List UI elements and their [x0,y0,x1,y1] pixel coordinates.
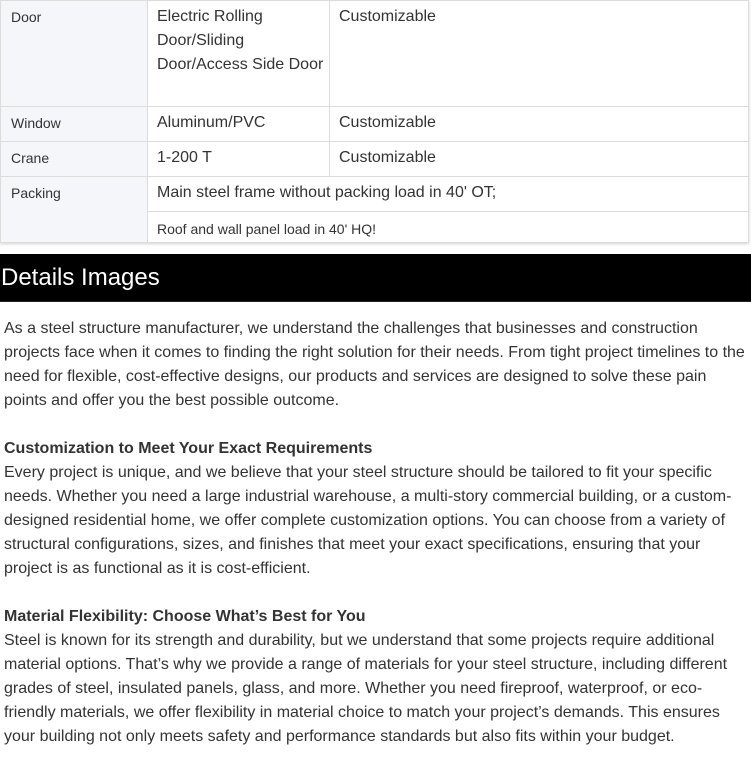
subsection-body: Steel is known for its strength and durability, but we understand that some projects require additional material options. That’s why we provide a range of materials for your steel structure, including different grades of steel, insulated panels, glass, and more. Whether you need fireproof, waterproof, or eco-friendly materials, we offer flexibility in material choice to match your project’s demands. This ensures your building not only meets safety and performance standards but also fits within your budget. [4,632,728,745]
details-content [4,317,748,749]
section-heading-bar [0,254,751,302]
section-heading: Details Images [1,264,160,291]
row-label: Crane [1,142,148,177]
spec-table [0,0,749,243]
row-value: 1-200 T [148,142,330,177]
row-label: Packing [1,177,148,243]
row-label: Window [1,107,148,142]
row-note: Customizable [330,107,749,142]
row-label: Door [1,1,148,107]
table-row [1,177,749,212]
subsection-title: Customization to Meet Your Exact Requirements [4,440,373,457]
row-note: Customizable [330,1,749,107]
subsection-title: Material Flexibility: Choose What’s Best for You [4,608,366,625]
row-value: Electric Rolling Door/Sliding Door/Access Side Door [148,1,330,107]
row-note: Customizable [330,142,749,177]
intro-paragraph: As a steel structure manufacturer, we understand the challenges that businesses and construction projects face when it comes to finding the right solution for their needs. From tight project timelines to the need for flexible, cost-effective designs, our products and services are designed to solve these pain points and offer you the best possible outcome. [4,320,745,409]
paragraph-spacer [4,413,748,437]
row-value: Aluminum/PVC [148,107,330,142]
subsection-body: Every project is unique, and we believe that your steel structure should be tailored to fit your specific needs. Whether you need a large industrial warehouse, a multi-story commercial building, or a custom-designed residential home, we offer complete customization options. You can choose from a variety of structural configurations, sizes, and finishes that meet your exact specifications, ensuring that your project is as functional as it is cost-efficient. [4,464,732,577]
packing-line-1: Main steel frame without packing load in 40' OT; [148,177,749,212]
paragraph-spacer [4,581,748,605]
table-row [1,142,749,177]
table-row [1,1,749,107]
table-row [1,107,749,142]
packing-line-2: Roof and wall panel load in 40' HQ! [148,212,749,243]
